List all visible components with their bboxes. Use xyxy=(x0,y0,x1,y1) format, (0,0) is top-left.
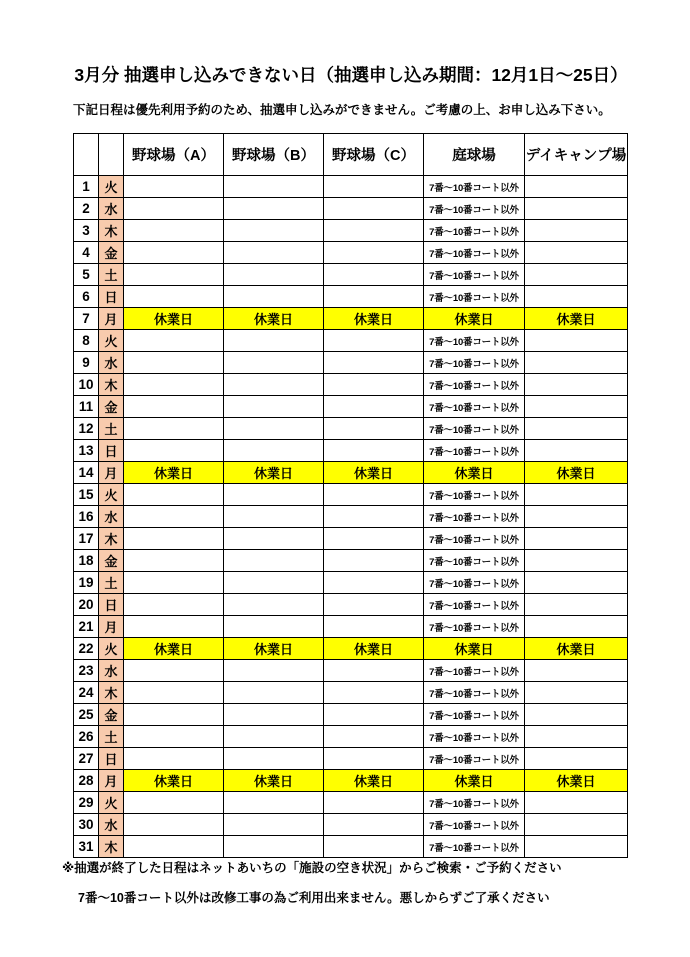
day-of-week-cell: 木 xyxy=(99,220,124,242)
day-of-week-cell: 水 xyxy=(99,814,124,836)
day-camp-cell xyxy=(525,220,628,242)
baseball-a-cell: 休業日 xyxy=(124,462,224,484)
tennis-court-cell: 7番～10番コート以外 xyxy=(424,836,525,858)
baseball-c-cell xyxy=(324,836,424,858)
baseball-a-cell xyxy=(124,572,224,594)
day-camp-cell xyxy=(525,418,628,440)
day-of-week-cell: 火 xyxy=(99,484,124,506)
day-of-week-cell: 土 xyxy=(99,572,124,594)
baseball-a-cell xyxy=(124,374,224,396)
table-row xyxy=(74,638,628,660)
tennis-court-cell: 7番～10番コート以外 xyxy=(424,792,525,814)
day-camp-cell xyxy=(525,374,628,396)
day-number-cell: 11 xyxy=(74,396,99,418)
baseball-c-cell xyxy=(324,286,424,308)
day-of-week-cell: 木 xyxy=(99,682,124,704)
column-header-baseball-b: 野球場（B） xyxy=(224,134,324,176)
baseball-b-cell xyxy=(224,506,324,528)
table-row xyxy=(74,440,628,462)
day-of-week-cell: 日 xyxy=(99,748,124,770)
table-body xyxy=(74,176,628,858)
day-of-week-cell: 土 xyxy=(99,726,124,748)
tennis-court-cell: 7番～10番コート以外 xyxy=(424,506,525,528)
day-of-week-cell: 金 xyxy=(99,704,124,726)
day-number-cell: 31 xyxy=(74,836,99,858)
day-number-cell: 10 xyxy=(74,374,99,396)
tennis-court-cell: 休業日 xyxy=(424,308,525,330)
footnote-reservation-notice: ※抽選が終了した日程はネットあいちの「施設の空き状況」からご検索・ご予約ください xyxy=(62,861,562,875)
day-of-week-cell: 火 xyxy=(99,330,124,352)
day-of-week-cell: 木 xyxy=(99,836,124,858)
baseball-b-cell: 休業日 xyxy=(224,308,324,330)
baseball-b-cell: 休業日 xyxy=(224,770,324,792)
day-camp-cell xyxy=(525,792,628,814)
table-row xyxy=(74,484,628,506)
table-row xyxy=(74,572,628,594)
tennis-court-cell: 7番～10番コート以外 xyxy=(424,484,525,506)
schedule-table xyxy=(73,133,628,858)
day-camp-cell: 休業日 xyxy=(525,638,628,660)
baseball-c-cell xyxy=(324,792,424,814)
day-number-cell: 29 xyxy=(74,792,99,814)
baseball-b-cell xyxy=(224,264,324,286)
baseball-c-cell xyxy=(324,682,424,704)
baseball-c-cell: 休業日 xyxy=(324,308,424,330)
baseball-c-cell xyxy=(324,374,424,396)
day-camp-cell xyxy=(525,440,628,462)
tennis-court-cell: 7番～10番コート以外 xyxy=(424,616,525,638)
baseball-b-cell xyxy=(224,374,324,396)
baseball-c-cell xyxy=(324,176,424,198)
day-number-cell: 7 xyxy=(74,308,99,330)
tennis-court-cell: 7番～10番コート以外 xyxy=(424,594,525,616)
table-row xyxy=(74,770,628,792)
day-number-cell: 19 xyxy=(74,572,99,594)
baseball-c-cell xyxy=(324,506,424,528)
day-camp-cell: 休業日 xyxy=(525,308,628,330)
tennis-court-cell: 7番～10番コート以外 xyxy=(424,528,525,550)
day-camp-cell xyxy=(525,836,628,858)
baseball-c-cell xyxy=(324,484,424,506)
day-number-cell: 25 xyxy=(74,704,99,726)
day-number-cell: 9 xyxy=(74,352,99,374)
tennis-court-cell: 7番～10番コート以外 xyxy=(424,374,525,396)
baseball-b-cell xyxy=(224,660,324,682)
baseball-b-cell xyxy=(224,198,324,220)
baseball-a-cell xyxy=(124,528,224,550)
table-row xyxy=(74,726,628,748)
baseball-c-cell xyxy=(324,616,424,638)
day-of-week-cell: 土 xyxy=(99,418,124,440)
day-number-cell: 6 xyxy=(74,286,99,308)
tennis-court-cell: 7番～10番コート以外 xyxy=(424,352,525,374)
table-row xyxy=(74,220,628,242)
baseball-c-cell xyxy=(324,572,424,594)
table-row xyxy=(74,308,628,330)
baseball-a-cell xyxy=(124,594,224,616)
baseball-b-cell xyxy=(224,396,324,418)
day-camp-cell xyxy=(525,660,628,682)
baseball-a-cell xyxy=(124,286,224,308)
day-camp-cell xyxy=(525,572,628,594)
table-row xyxy=(74,748,628,770)
baseball-a-cell xyxy=(124,792,224,814)
tennis-court-cell: 7番～10番コート以外 xyxy=(424,220,525,242)
day-camp-cell xyxy=(525,616,628,638)
baseball-b-cell xyxy=(224,352,324,374)
baseball-a-cell xyxy=(124,396,224,418)
baseball-c-cell xyxy=(324,528,424,550)
baseball-a-cell xyxy=(124,550,224,572)
day-number-cell: 30 xyxy=(74,814,99,836)
day-number-cell: 13 xyxy=(74,440,99,462)
day-camp-cell: 休業日 xyxy=(525,770,628,792)
baseball-c-cell xyxy=(324,352,424,374)
baseball-a-cell xyxy=(124,506,224,528)
day-camp-cell xyxy=(525,330,628,352)
baseball-b-cell xyxy=(224,286,324,308)
baseball-c-cell xyxy=(324,418,424,440)
day-number-cell: 21 xyxy=(74,616,99,638)
table-row xyxy=(74,792,628,814)
table-row xyxy=(74,704,628,726)
day-camp-cell xyxy=(525,506,628,528)
baseball-b-cell xyxy=(224,440,324,462)
table-row xyxy=(74,616,628,638)
baseball-c-cell xyxy=(324,242,424,264)
table-row xyxy=(74,176,628,198)
table-row xyxy=(74,396,628,418)
baseball-a-cell xyxy=(124,484,224,506)
page-subtitle: 下記日程は優先利用予約のため、抽選申し込みができません。ご考慮の上、お申し込み下さい。 xyxy=(73,103,611,117)
table-row xyxy=(74,814,628,836)
baseball-c-cell xyxy=(324,704,424,726)
day-number-cell: 12 xyxy=(74,418,99,440)
baseball-c-cell: 休業日 xyxy=(324,462,424,484)
table-row xyxy=(74,352,628,374)
baseball-b-cell: 休業日 xyxy=(224,462,324,484)
day-of-week-cell: 月 xyxy=(99,308,124,330)
tennis-court-cell: 7番～10番コート以外 xyxy=(424,330,525,352)
day-number-cell: 28 xyxy=(74,770,99,792)
day-number-cell: 3 xyxy=(74,220,99,242)
baseball-b-cell xyxy=(224,682,324,704)
baseball-a-cell xyxy=(124,440,224,462)
day-camp-cell xyxy=(525,682,628,704)
tennis-court-cell: 7番～10番コート以外 xyxy=(424,440,525,462)
table-row xyxy=(74,374,628,396)
baseball-a-cell xyxy=(124,352,224,374)
baseball-a-cell xyxy=(124,748,224,770)
baseball-a-cell: 休業日 xyxy=(124,308,224,330)
day-camp-cell xyxy=(525,264,628,286)
day-number-cell: 5 xyxy=(74,264,99,286)
day-camp-cell xyxy=(525,198,628,220)
tennis-court-cell: 7番～10番コート以外 xyxy=(424,572,525,594)
day-camp-cell xyxy=(525,704,628,726)
table-row xyxy=(74,682,628,704)
baseball-c-cell xyxy=(324,814,424,836)
day-number-cell: 17 xyxy=(74,528,99,550)
tennis-court-cell: 7番～10番コート以外 xyxy=(424,704,525,726)
baseball-b-cell xyxy=(224,814,324,836)
day-number-cell: 22 xyxy=(74,638,99,660)
baseball-c-cell xyxy=(324,594,424,616)
day-of-week-cell: 火 xyxy=(99,176,124,198)
day-number-cell: 1 xyxy=(74,176,99,198)
day-of-week-cell: 水 xyxy=(99,198,124,220)
column-header-baseball-c: 野球場（C） xyxy=(324,134,424,176)
table-row xyxy=(74,550,628,572)
day-camp-cell xyxy=(525,748,628,770)
baseball-a-cell xyxy=(124,242,224,264)
day-of-week-cell: 金 xyxy=(99,242,124,264)
baseball-c-cell xyxy=(324,440,424,462)
table-row xyxy=(74,264,628,286)
table-row xyxy=(74,836,628,858)
baseball-b-cell xyxy=(224,836,324,858)
day-camp-cell xyxy=(525,242,628,264)
baseball-a-cell xyxy=(124,836,224,858)
page-title: 3月分 抽選申し込みできない日（抽選申し込み期間：12月1日～25日） xyxy=(74,65,628,85)
baseball-a-cell xyxy=(124,264,224,286)
day-camp-cell xyxy=(525,594,628,616)
baseball-b-cell xyxy=(224,726,324,748)
day-number-cell: 14 xyxy=(74,462,99,484)
column-header-baseball-a: 野球場（A） xyxy=(124,134,224,176)
baseball-c-cell: 休業日 xyxy=(324,770,424,792)
day-camp-cell xyxy=(525,396,628,418)
baseball-b-cell xyxy=(224,484,324,506)
baseball-b-cell xyxy=(224,176,324,198)
day-of-week-cell: 日 xyxy=(99,440,124,462)
day-of-week-cell: 火 xyxy=(99,792,124,814)
table-row xyxy=(74,594,628,616)
tennis-court-cell: 7番～10番コート以外 xyxy=(424,726,525,748)
baseball-c-cell xyxy=(324,396,424,418)
baseball-b-cell xyxy=(224,330,324,352)
baseball-c-cell xyxy=(324,660,424,682)
day-of-week-cell: 水 xyxy=(99,352,124,374)
day-of-week-cell: 日 xyxy=(99,594,124,616)
day-of-week-cell: 日 xyxy=(99,286,124,308)
day-number-cell: 23 xyxy=(74,660,99,682)
baseball-b-cell: 休業日 xyxy=(224,638,324,660)
day-number-cell: 27 xyxy=(74,748,99,770)
tennis-court-cell: 7番～10番コート以外 xyxy=(424,418,525,440)
day-number-cell: 18 xyxy=(74,550,99,572)
day-camp-cell xyxy=(525,814,628,836)
tennis-court-cell: 7番～10番コート以外 xyxy=(424,550,525,572)
table-row xyxy=(74,506,628,528)
baseball-a-cell xyxy=(124,814,224,836)
baseball-a-cell xyxy=(124,726,224,748)
table-row xyxy=(74,660,628,682)
baseball-b-cell xyxy=(224,616,324,638)
day-of-week-cell: 月 xyxy=(99,616,124,638)
baseball-a-cell xyxy=(124,220,224,242)
table-row xyxy=(74,286,628,308)
day-camp-cell: 休業日 xyxy=(525,462,628,484)
table-row xyxy=(74,198,628,220)
baseball-a-cell xyxy=(124,176,224,198)
table-header xyxy=(74,134,628,176)
day-camp-cell xyxy=(525,286,628,308)
tennis-court-cell: 7番～10番コート以外 xyxy=(424,748,525,770)
tennis-court-cell: 7番～10番コート以外 xyxy=(424,814,525,836)
baseball-a-cell xyxy=(124,616,224,638)
day-of-week-cell: 土 xyxy=(99,264,124,286)
baseball-b-cell xyxy=(224,242,324,264)
baseball-c-cell xyxy=(324,198,424,220)
tennis-court-cell: 7番～10番コート以外 xyxy=(424,198,525,220)
footnote-court-construction-notice: 7番～10番コート以外は改修工事の為ご利用出来ません。悪しからずご了承ください xyxy=(78,891,550,905)
day-of-week-cell: 月 xyxy=(99,462,124,484)
table-row xyxy=(74,462,628,484)
baseball-b-cell xyxy=(224,792,324,814)
baseball-b-cell xyxy=(224,748,324,770)
baseball-c-cell xyxy=(324,726,424,748)
baseball-a-cell: 休業日 xyxy=(124,770,224,792)
day-number-cell: 2 xyxy=(74,198,99,220)
tennis-court-cell: 7番～10番コート以外 xyxy=(424,286,525,308)
day-camp-cell xyxy=(525,528,628,550)
day-of-week-cell: 金 xyxy=(99,396,124,418)
table-row xyxy=(74,418,628,440)
baseball-c-cell xyxy=(324,748,424,770)
baseball-a-cell: 休業日 xyxy=(124,638,224,660)
baseball-c-cell xyxy=(324,330,424,352)
day-number-cell: 15 xyxy=(74,484,99,506)
baseball-b-cell xyxy=(224,528,324,550)
baseball-b-cell xyxy=(224,572,324,594)
day-number-cell: 16 xyxy=(74,506,99,528)
tennis-court-cell: 7番～10番コート以外 xyxy=(424,264,525,286)
baseball-a-cell xyxy=(124,418,224,440)
day-camp-cell xyxy=(525,176,628,198)
day-of-week-cell: 木 xyxy=(99,374,124,396)
day-number-cell: 24 xyxy=(74,682,99,704)
day-of-week-cell: 金 xyxy=(99,550,124,572)
baseball-a-cell xyxy=(124,704,224,726)
baseball-b-cell xyxy=(224,550,324,572)
baseball-a-cell xyxy=(124,660,224,682)
baseball-a-cell xyxy=(124,198,224,220)
tennis-court-cell: 休業日 xyxy=(424,462,525,484)
day-of-week-cell: 水 xyxy=(99,506,124,528)
day-of-week-cell: 木 xyxy=(99,528,124,550)
day-camp-cell xyxy=(525,550,628,572)
column-header-dayofweek xyxy=(99,134,124,176)
day-of-week-cell: 火 xyxy=(99,638,124,660)
column-header-day xyxy=(74,134,99,176)
tennis-court-cell: 休業日 xyxy=(424,638,525,660)
day-camp-cell xyxy=(525,484,628,506)
tennis-court-cell: 7番～10番コート以外 xyxy=(424,396,525,418)
tennis-court-cell: 休業日 xyxy=(424,770,525,792)
baseball-c-cell xyxy=(324,550,424,572)
baseball-c-cell xyxy=(324,264,424,286)
baseball-b-cell xyxy=(224,704,324,726)
table-row xyxy=(74,330,628,352)
day-of-week-cell: 月 xyxy=(99,770,124,792)
baseball-b-cell xyxy=(224,418,324,440)
tennis-court-cell: 7番～10番コート以外 xyxy=(424,242,525,264)
day-number-cell: 20 xyxy=(74,594,99,616)
table-row xyxy=(74,528,628,550)
day-number-cell: 4 xyxy=(74,242,99,264)
column-header-tennis: 庭球場 xyxy=(424,134,525,176)
tennis-court-cell: 7番～10番コート以外 xyxy=(424,660,525,682)
baseball-a-cell xyxy=(124,682,224,704)
baseball-a-cell xyxy=(124,330,224,352)
day-number-cell: 26 xyxy=(74,726,99,748)
column-header-daycamp: デイキャンプ場 xyxy=(525,134,628,176)
baseball-c-cell: 休業日 xyxy=(324,638,424,660)
tennis-court-cell: 7番～10番コート以外 xyxy=(424,176,525,198)
baseball-b-cell xyxy=(224,220,324,242)
day-of-week-cell: 水 xyxy=(99,660,124,682)
day-camp-cell xyxy=(525,352,628,374)
day-camp-cell xyxy=(525,726,628,748)
baseball-b-cell xyxy=(224,594,324,616)
day-number-cell: 8 xyxy=(74,330,99,352)
baseball-c-cell xyxy=(324,220,424,242)
table-row xyxy=(74,242,628,264)
table-header-row xyxy=(74,134,628,176)
tennis-court-cell: 7番～10番コート以外 xyxy=(424,682,525,704)
